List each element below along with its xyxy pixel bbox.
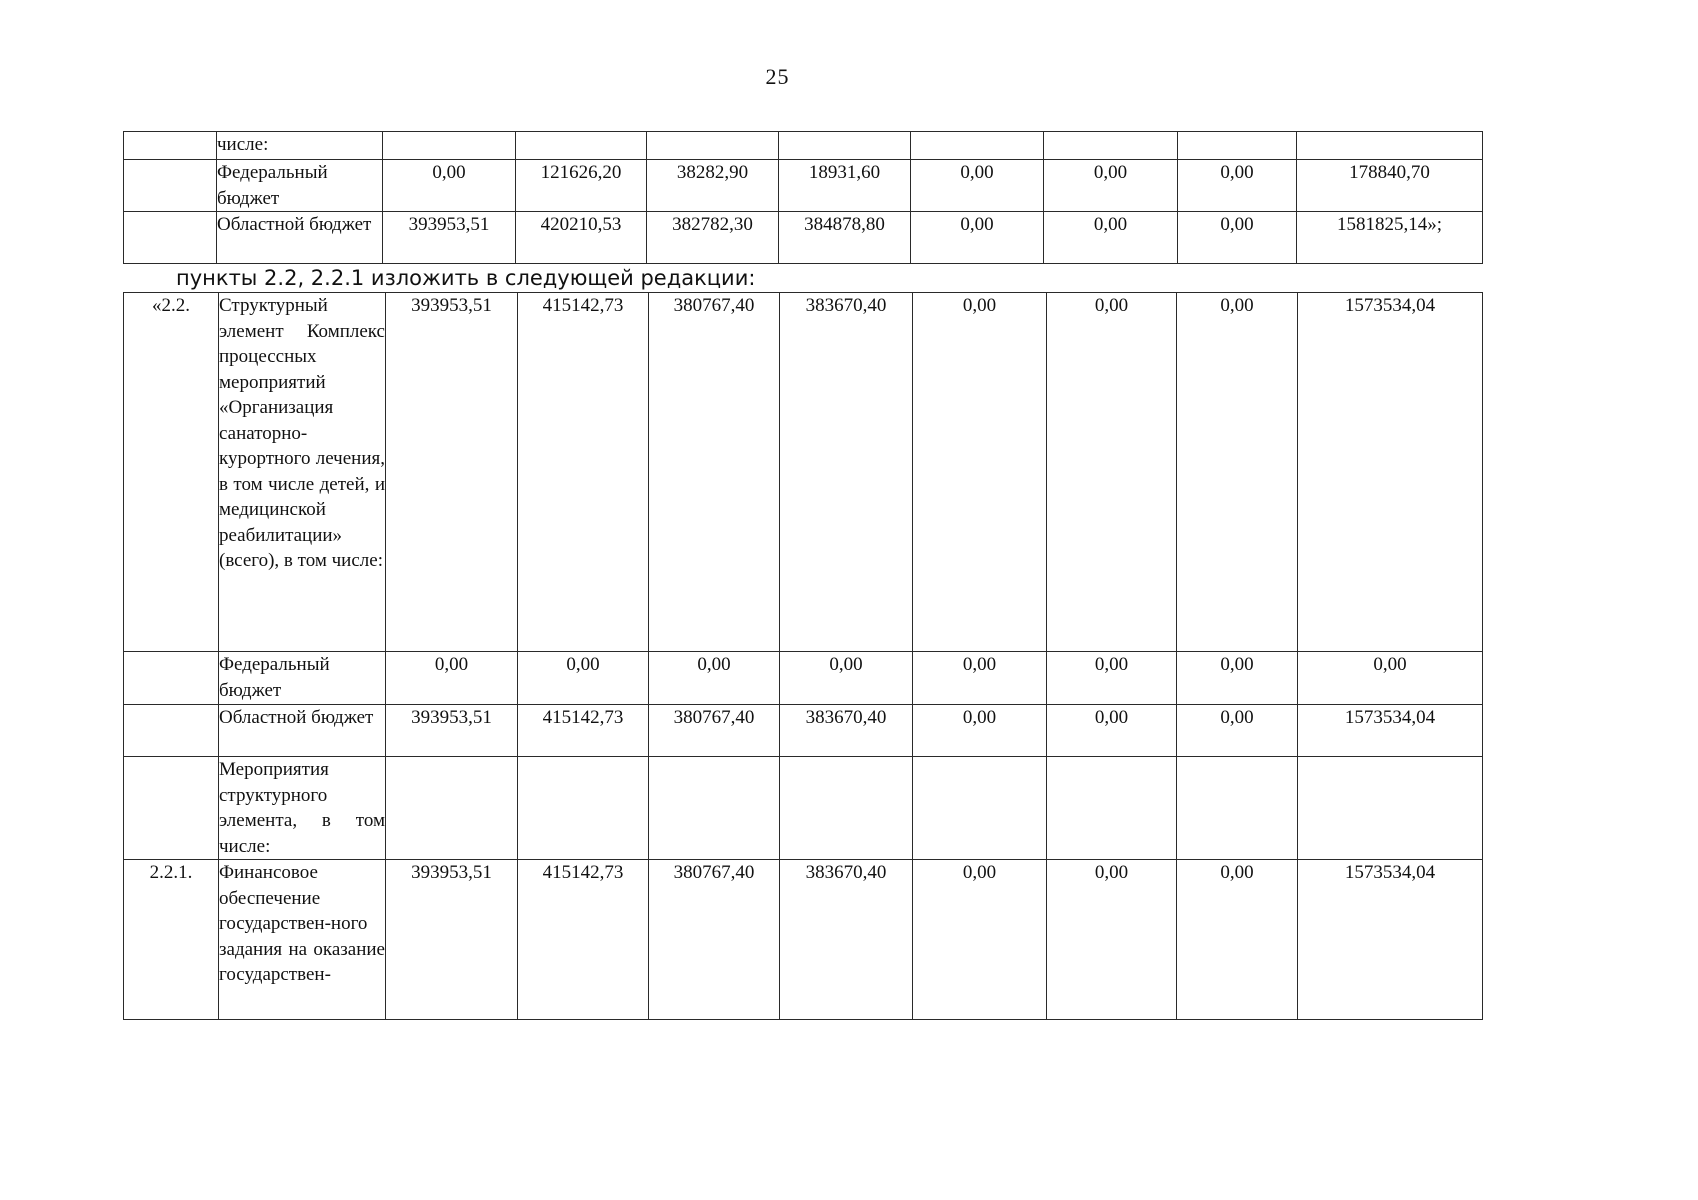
value-cell: 415142,73 xyxy=(518,860,649,1020)
value-cell xyxy=(1178,132,1297,160)
value-cell: 0,00 xyxy=(913,293,1047,652)
row-index-cell: «2.2. xyxy=(124,293,219,652)
value-cell: 383670,40 xyxy=(780,860,913,1020)
value-cell: 121626,20 xyxy=(516,160,647,212)
row-name-cell: Областной бюджет xyxy=(217,212,383,264)
value-cell: 420210,53 xyxy=(516,212,647,264)
row-name-cell: Финансовое обеспечение государствен-ного задания на оказание государствен- xyxy=(219,860,386,1020)
table-row xyxy=(124,132,1483,160)
value-cell: 0,00 xyxy=(911,160,1044,212)
value-cell xyxy=(1297,132,1483,160)
table-row xyxy=(124,757,1483,860)
table-row xyxy=(124,705,1483,757)
value-cell: 1581825,14»; xyxy=(1297,212,1483,264)
value-cell: 0,00 xyxy=(1044,212,1178,264)
value-cell: 393953,51 xyxy=(386,860,518,1020)
value-cell: 380767,40 xyxy=(649,293,780,652)
value-cell: 0,00 xyxy=(913,652,1047,705)
value-cell xyxy=(518,757,649,860)
row-name-cell: Структурный элемент Комплекс процессных мероприятий «Организация санаторно-курортного лечения, в том числе детей, и медицинской реабилитации» (всего), в том числе: xyxy=(219,293,386,652)
row-index-cell xyxy=(124,652,219,705)
value-cell: 0,00 xyxy=(518,652,649,705)
value-cell: 415142,73 xyxy=(518,705,649,757)
value-cell: 0,00 xyxy=(1044,160,1178,212)
value-cell: 382782,30 xyxy=(647,212,779,264)
value-cell xyxy=(1298,757,1483,860)
value-cell: 380767,40 xyxy=(649,860,780,1020)
page-number: 25 xyxy=(765,64,790,89)
value-cell: 0,00 xyxy=(386,652,518,705)
value-cell: 0,00 xyxy=(1178,160,1297,212)
row-index-cell xyxy=(124,757,219,860)
budget-table-continued xyxy=(123,131,1483,264)
value-cell xyxy=(779,132,911,160)
value-cell: 1573534,04 xyxy=(1298,293,1483,652)
value-cell: 0,00 xyxy=(913,860,1047,1020)
value-cell: 0,00 xyxy=(780,652,913,705)
budget-table-amended xyxy=(123,292,1483,1020)
value-cell: 178840,70 xyxy=(1297,160,1483,212)
row-index-cell xyxy=(124,212,217,264)
row-index-cell xyxy=(124,160,217,212)
value-cell xyxy=(1047,757,1177,860)
row-index-cell: 2.2.1. xyxy=(124,860,219,1020)
table-row xyxy=(124,860,1483,1020)
row-name-cell: Областной бюджет xyxy=(219,705,386,757)
value-cell: 393953,51 xyxy=(386,293,518,652)
row-name-cell: Федеральный бюджет xyxy=(217,160,383,212)
value-cell: 0,00 xyxy=(913,705,1047,757)
row-index-cell xyxy=(124,132,217,160)
value-cell xyxy=(649,757,780,860)
value-cell: 380767,40 xyxy=(649,705,780,757)
value-cell: 0,00 xyxy=(1047,705,1177,757)
value-cell: 0,00 xyxy=(1047,293,1177,652)
value-cell xyxy=(1177,757,1298,860)
value-cell: 0,00 xyxy=(1047,652,1177,705)
table-row xyxy=(124,160,1483,212)
value-cell: 0,00 xyxy=(1298,652,1483,705)
value-cell: 0,00 xyxy=(1178,212,1297,264)
row-name-cell: числе: xyxy=(217,132,383,160)
value-cell xyxy=(516,132,647,160)
value-cell: 0,00 xyxy=(1177,652,1298,705)
value-cell: 0,00 xyxy=(1047,860,1177,1020)
row-name-cell: Мероприятия структурного элемента, в том числе: xyxy=(219,757,386,860)
value-cell xyxy=(647,132,779,160)
value-cell: 384878,80 xyxy=(779,212,911,264)
value-cell: 393953,51 xyxy=(383,212,516,264)
table-row xyxy=(124,293,1483,652)
amendment-instruction: пункты 2.2, 2.2.1 изложить в следующей редакции: xyxy=(176,266,756,290)
value-cell: 38282,90 xyxy=(647,160,779,212)
value-cell: 393953,51 xyxy=(386,705,518,757)
value-cell: 18931,60 xyxy=(779,160,911,212)
value-cell: 383670,40 xyxy=(780,705,913,757)
row-index-cell xyxy=(124,705,219,757)
value-cell: 0,00 xyxy=(649,652,780,705)
value-cell xyxy=(1044,132,1178,160)
value-cell xyxy=(383,132,516,160)
value-cell: 0,00 xyxy=(383,160,516,212)
table-row xyxy=(124,652,1483,705)
value-cell: 1573534,04 xyxy=(1298,860,1483,1020)
value-cell: 0,00 xyxy=(1177,293,1298,652)
value-cell: 383670,40 xyxy=(780,293,913,652)
table-row xyxy=(124,212,1483,264)
value-cell xyxy=(913,757,1047,860)
value-cell xyxy=(780,757,913,860)
value-cell: 0,00 xyxy=(1177,860,1298,1020)
value-cell xyxy=(386,757,518,860)
value-cell: 0,00 xyxy=(1177,705,1298,757)
value-cell: 415142,73 xyxy=(518,293,649,652)
value-cell xyxy=(911,132,1044,160)
value-cell: 1573534,04 xyxy=(1298,705,1483,757)
row-name-cell: Федеральный бюджет xyxy=(219,652,386,705)
value-cell: 0,00 xyxy=(911,212,1044,264)
